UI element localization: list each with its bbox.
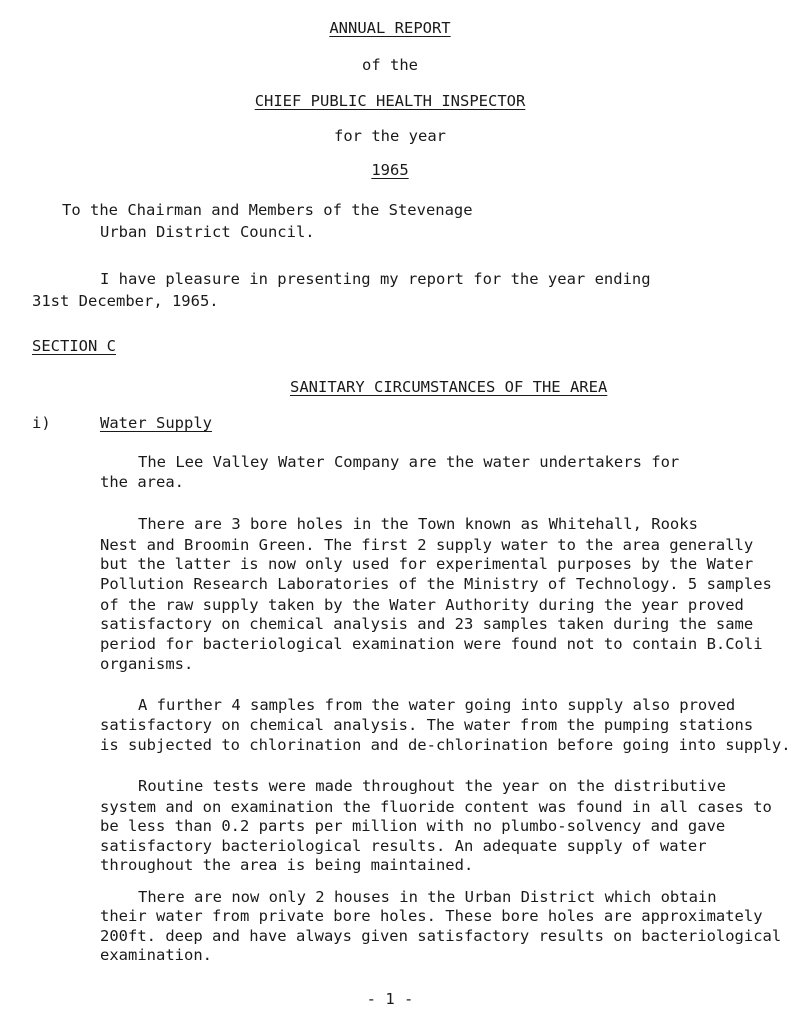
p2-line-7: period for bacteriological examination were found not to contain B.Coli (100, 634, 763, 653)
address-line-2: Urban District Council. (100, 222, 315, 241)
subsection-title (100, 414, 212, 432)
p3-line-3: is subjected to chlorination and de-chlorination before going into supply. (100, 735, 791, 754)
p2-line-5: of the raw supply taken by the Water Authority during the year proved (100, 595, 744, 614)
p5-line-2: their water from private bore holes. These bore holes are approximately (100, 907, 763, 926)
officer-title (0, 92, 780, 110)
section-subheading-text: SANITARY CIRCUMSTANCES OF THE AREA (290, 377, 608, 396)
section-subheading (290, 378, 607, 396)
report-year (0, 161, 780, 179)
p5-line-3: 200ft. deep and have always given satisfactory results on bacteriological (100, 926, 782, 945)
p3-line-2: satisfactory on chemical analysis. The water from the pumping stations (100, 716, 754, 735)
p4-line-4: satisfactory bacteriological results. An adequate supply of water (100, 836, 707, 855)
p2-line-8: organisms. (100, 654, 194, 673)
p2-line-4: Pollution Research Laboratories of the Ministry of Technology. 5 samples (100, 575, 772, 594)
p4-line-2: system and on examination the fluoride content was found in all cases to (100, 797, 772, 816)
subsection-marker: i) (32, 414, 51, 433)
intro-line-1: I have pleasure in presenting my report for the year ending (100, 270, 651, 289)
p2-line-6: satisfactory on chemical analysis and 23 samples taken during the same (100, 615, 754, 634)
p3-line-1: A further 4 samples from the water going into supply also proved (138, 695, 736, 714)
p2-line-1: There are 3 bore holes in the Town known as Whitehall, Rooks (138, 515, 698, 534)
p2-line-3: but the latter is now only used for experimental purposes by the Water (100, 555, 754, 574)
report-title-text: ANNUAL REPORT (329, 18, 451, 37)
address-line-1: To the Chairman and Members of the Stevenage (62, 201, 473, 220)
page-number: - 1 - (366, 990, 414, 1008)
p5-line-4: examination. (100, 945, 212, 964)
section-heading-text: SECTION C (32, 336, 116, 355)
p1-line-2: the area. (100, 473, 184, 492)
p4-line-3: be less than 0.2 parts per million with no plumbo-solvency and gave (100, 817, 726, 836)
officer-title-text: CHIEF PUBLIC HEALTH INSPECTOR (254, 91, 526, 110)
report-title (0, 19, 780, 37)
p2-line-2: Nest and Broomin Green. The first 2 supply water to the area generally (100, 535, 754, 554)
intro-line-2: 31st December, 1965. (32, 291, 219, 310)
p4-line-1: Routine tests were made throughout the year on the distributive (138, 776, 726, 795)
p4-line-5: throughout the area is being maintained. (100, 856, 474, 875)
report-year-text: 1965 (371, 160, 409, 179)
p5-line-1: There are now only 2 houses in the Urban District which obtain (138, 888, 717, 907)
report-title-of: of the (362, 56, 418, 75)
p1-line-1: The Lee Valley Water Company are the water undertakers for (138, 452, 680, 471)
section-heading (32, 337, 116, 355)
subsection-title-text: Water Supply (100, 414, 212, 433)
for-the-year: for the year (334, 127, 446, 146)
